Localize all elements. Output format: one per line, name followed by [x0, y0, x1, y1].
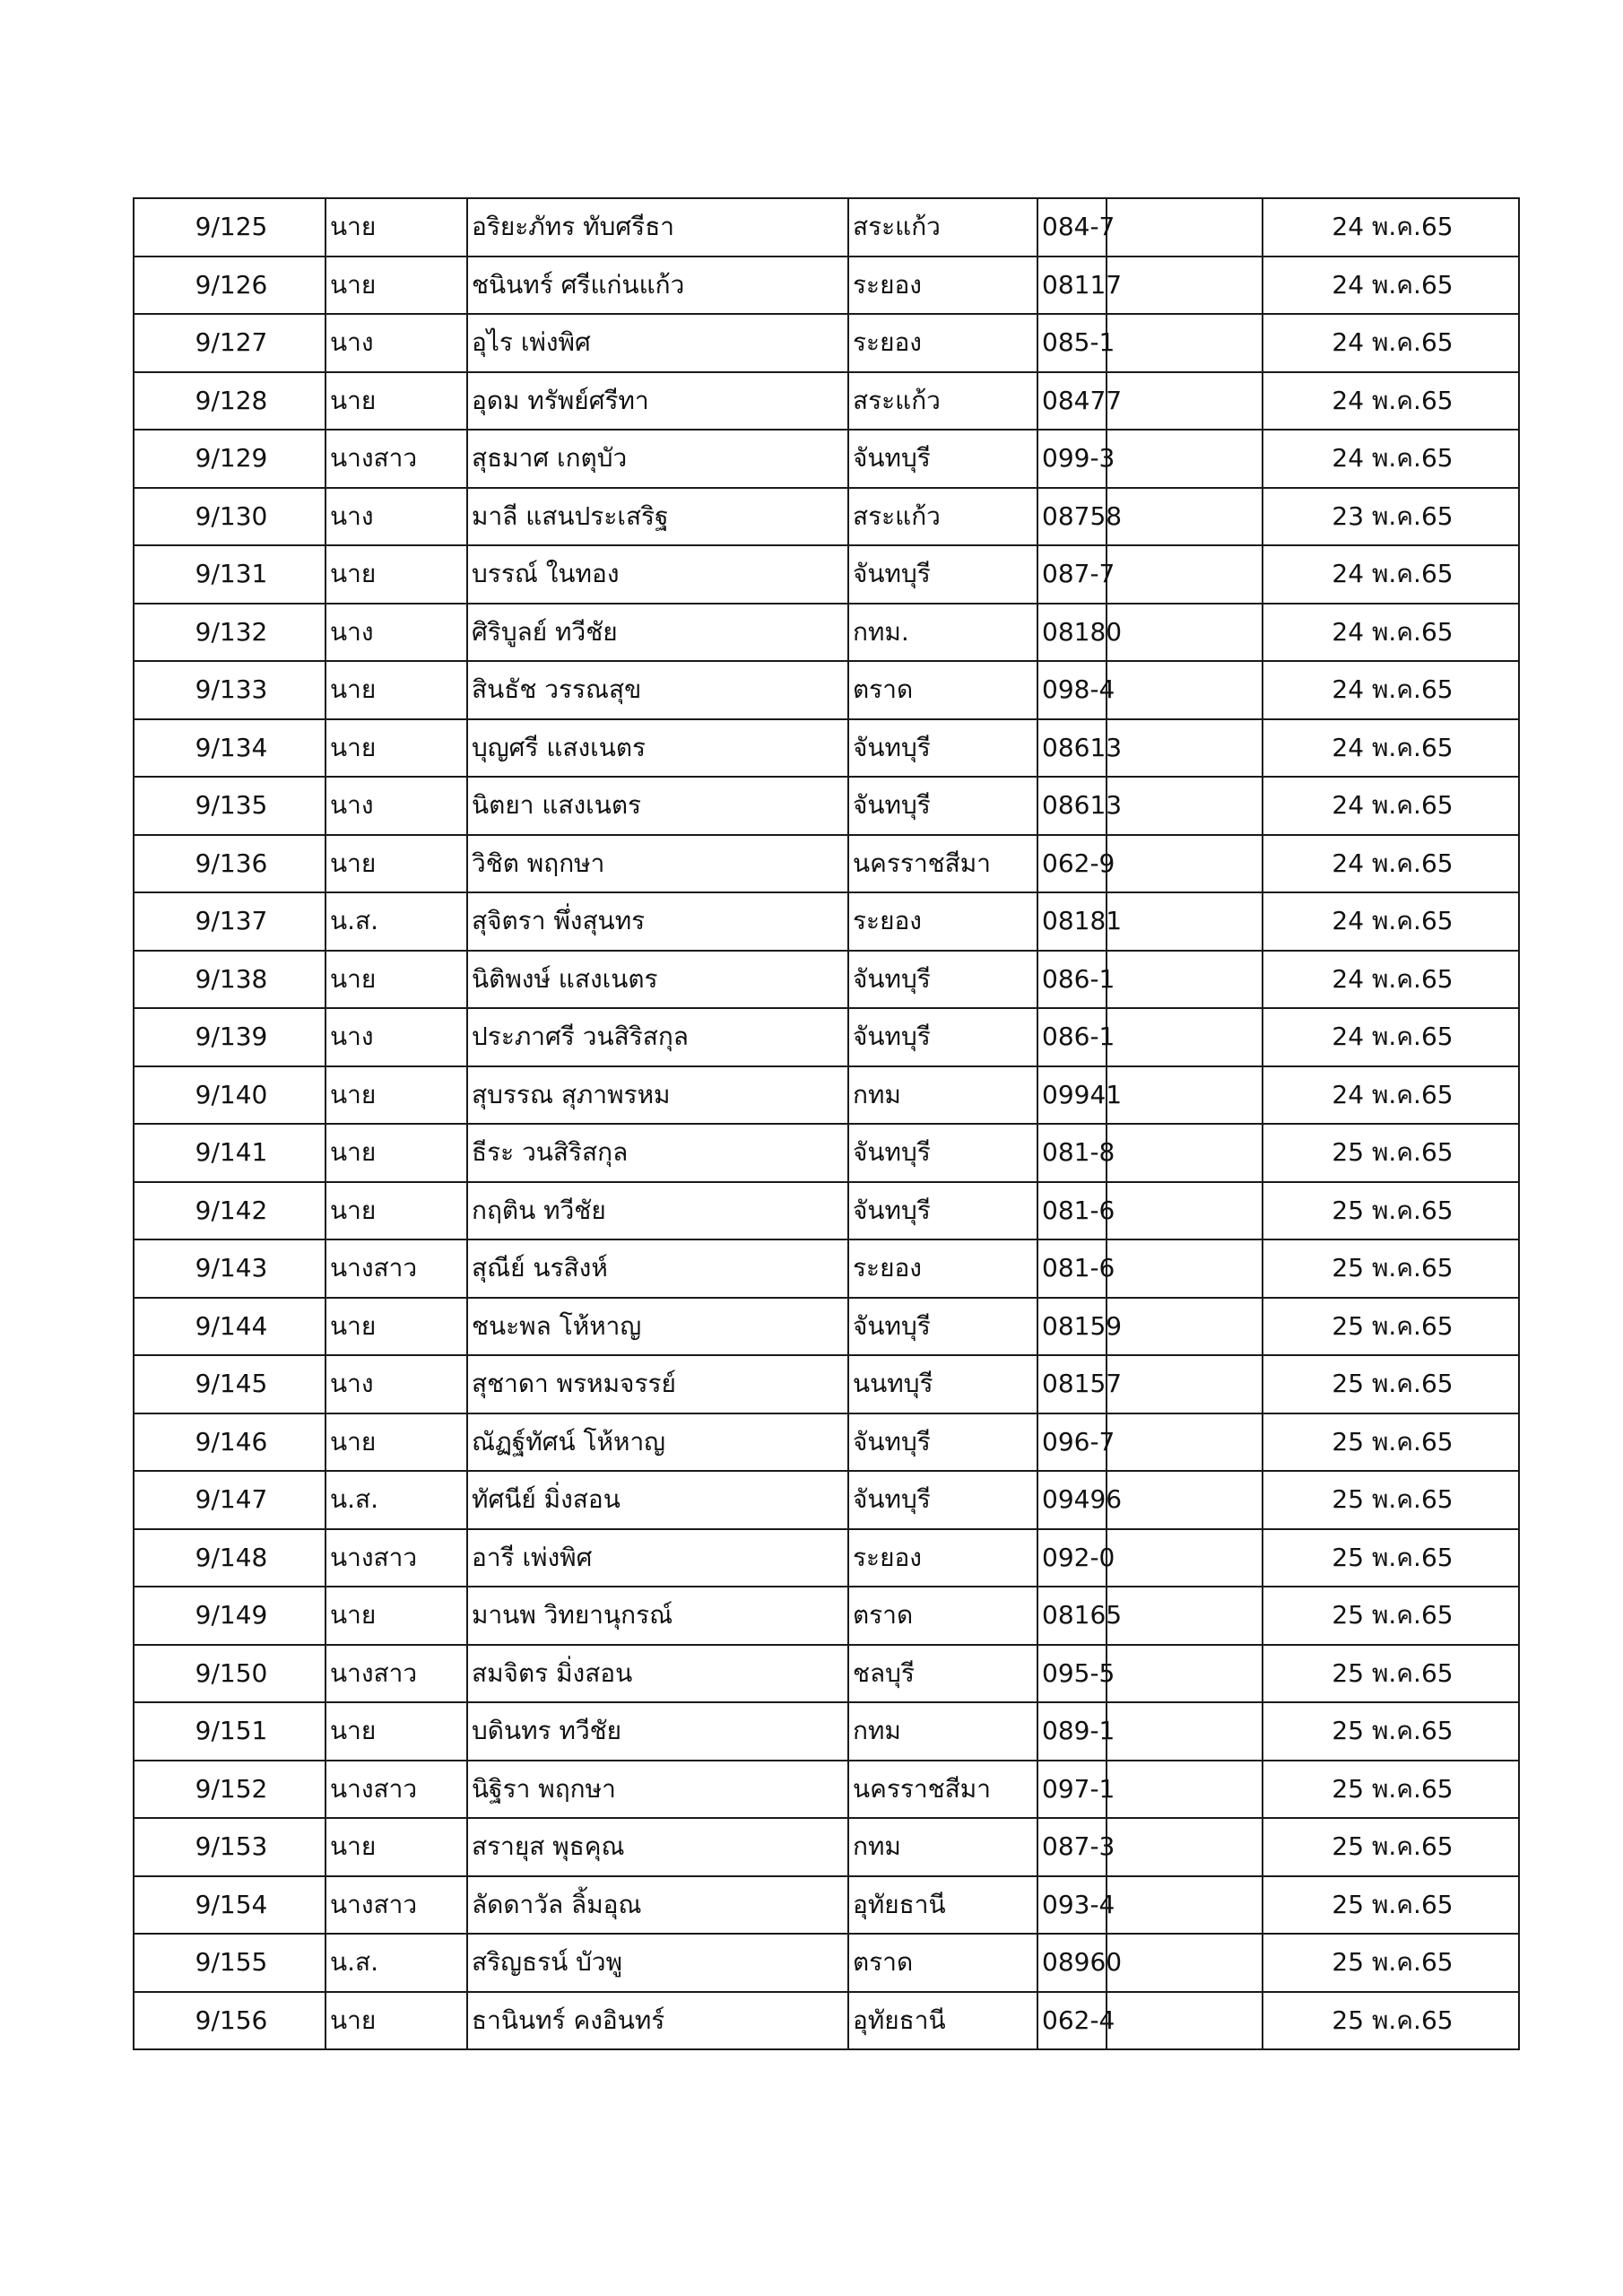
full-name: ชนะพล โห้หาญ [467, 1298, 848, 1356]
name-title: นาย [325, 1587, 467, 1645]
phone-number: 085-1 [1037, 314, 1107, 372]
blank-cell [1107, 1876, 1263, 1935]
registration-date: 24 พ.ค.65 [1263, 198, 1519, 257]
province: จันทบุรี [848, 1413, 1037, 1472]
row-number: 9/129 [134, 430, 325, 488]
full-name: สุชาดา พรหมจรรย์ [467, 1355, 848, 1413]
row-number: 9/149 [134, 1587, 325, 1645]
phone-number: 08157 [1037, 1355, 1107, 1413]
province: ตราด [848, 1934, 1037, 1992]
table-row [134, 314, 1519, 372]
full-name: สมจิตร มิ่งสอน [467, 1645, 848, 1703]
blank-cell [1107, 1182, 1263, 1240]
blank-cell [1107, 430, 1263, 488]
row-number: 9/135 [134, 777, 325, 835]
phone-number: 08613 [1037, 777, 1107, 835]
table-row [134, 951, 1519, 1009]
province: จันทบุรี [848, 545, 1037, 604]
province: สระแก้ว [848, 198, 1037, 257]
full-name: บรรณ์ ในทอง [467, 545, 848, 604]
blank-cell [1107, 1529, 1263, 1587]
blank-cell [1107, 892, 1263, 951]
registration-date: 24 พ.ค.65 [1263, 604, 1519, 662]
province: จันทบุรี [848, 430, 1037, 488]
table-row [134, 257, 1519, 315]
province: สระแก้ว [848, 372, 1037, 430]
phone-number: 097-1 [1037, 1761, 1107, 1819]
name-title: นางสาว [325, 1239, 467, 1298]
registration-date: 25 พ.ค.65 [1263, 1529, 1519, 1587]
name-title: นาย [325, 1298, 467, 1356]
name-title: นาย [325, 1124, 467, 1182]
full-name: ทัศนีย์ มิ่งสอน [467, 1471, 848, 1529]
name-title: นาย [325, 545, 467, 604]
name-title: นางสาว [325, 1761, 467, 1819]
phone-number: 081-6 [1037, 1182, 1107, 1240]
blank-cell [1107, 1702, 1263, 1761]
blank-cell [1107, 372, 1263, 430]
name-title: น.ส. [325, 1934, 467, 1992]
table-row [134, 1413, 1519, 1472]
table-row [134, 604, 1519, 662]
phone-number: 08180 [1037, 604, 1107, 662]
table-row [134, 777, 1519, 835]
registration-date: 24 พ.ค.65 [1263, 777, 1519, 835]
table-row [134, 719, 1519, 778]
phone-number: 062-9 [1037, 835, 1107, 893]
registration-date: 25 พ.ค.65 [1263, 1587, 1519, 1645]
phone-number: 08165 [1037, 1587, 1107, 1645]
name-title: นาย [325, 719, 467, 778]
phone-number: 089-1 [1037, 1702, 1107, 1761]
full-name: อารี เพ่งพิศ [467, 1529, 848, 1587]
blank-cell [1107, 1298, 1263, 1356]
table-row [134, 1818, 1519, 1876]
table-row [134, 1876, 1519, 1935]
full-name: ลัดดาวัล ลิ้มอุณ [467, 1876, 848, 1935]
phone-number: 08613 [1037, 719, 1107, 778]
full-name: สินธัช วรรณสุข [467, 661, 848, 719]
row-number: 9/127 [134, 314, 325, 372]
name-title: นาย [325, 1702, 467, 1761]
name-title: นาง [325, 777, 467, 835]
phone-number: 08181 [1037, 892, 1107, 951]
row-number: 9/142 [134, 1182, 325, 1240]
province: จันทบุรี [848, 951, 1037, 1009]
phone-number: 095-5 [1037, 1645, 1107, 1703]
name-title: นาย [325, 661, 467, 719]
registration-date: 25 พ.ค.65 [1263, 1124, 1519, 1182]
registration-date: 24 พ.ค.65 [1263, 430, 1519, 488]
blank-cell [1107, 1471, 1263, 1529]
name-title: นางสาว [325, 1529, 467, 1587]
full-name: ณัฏฐ์ทัศน์ โห้หาญ [467, 1413, 848, 1472]
table-row [134, 430, 1519, 488]
blank-cell [1107, 661, 1263, 719]
province: อุทัยธานี [848, 1876, 1037, 1935]
province: จันทบุรี [848, 1471, 1037, 1529]
blank-cell [1107, 1008, 1263, 1066]
registration-date: 25 พ.ค.65 [1263, 1702, 1519, 1761]
registration-date: 23 พ.ค.65 [1263, 488, 1519, 546]
row-number: 9/144 [134, 1298, 325, 1356]
phone-number: 087-7 [1037, 545, 1107, 604]
table-row [134, 1008, 1519, 1066]
blank-cell [1107, 1066, 1263, 1125]
name-title: นาง [325, 604, 467, 662]
province: ระยอง [848, 1529, 1037, 1587]
registration-date: 24 พ.ค.65 [1263, 892, 1519, 951]
row-number: 9/148 [134, 1529, 325, 1587]
row-number: 9/140 [134, 1066, 325, 1125]
registration-date: 24 พ.ค.65 [1263, 835, 1519, 893]
row-number: 9/139 [134, 1008, 325, 1066]
province: นครราชสีมา [848, 1761, 1037, 1819]
name-title: นาย [325, 951, 467, 1009]
phone-number: 081-6 [1037, 1239, 1107, 1298]
phone-number: 099-3 [1037, 430, 1107, 488]
full-name: มานพ วิทยานุกรณ์ [467, 1587, 848, 1645]
registration-date: 24 พ.ค.65 [1263, 719, 1519, 778]
row-number: 9/138 [134, 951, 325, 1009]
table-row [134, 835, 1519, 893]
table-row [134, 892, 1519, 951]
province: ระยอง [848, 892, 1037, 951]
province: กทม [848, 1066, 1037, 1125]
blank-cell [1107, 1818, 1263, 1876]
registration-date: 24 พ.ค.65 [1263, 257, 1519, 315]
full-name: สริญธรน์ บัวพู [467, 1934, 848, 1992]
blank-cell [1107, 545, 1263, 604]
row-number: 9/141 [134, 1124, 325, 1182]
registration-date: 24 พ.ค.65 [1263, 1066, 1519, 1125]
phone-number: 08159 [1037, 1298, 1107, 1356]
table-row [134, 545, 1519, 604]
registration-date: 25 พ.ค.65 [1263, 1471, 1519, 1529]
name-title: นาย [325, 1182, 467, 1240]
full-name: บุญศรี แสงเนตร [467, 719, 848, 778]
full-name: อุไร เพ่งพิศ [467, 314, 848, 372]
registration-date: 25 พ.ค.65 [1263, 1818, 1519, 1876]
phone-number: 08758 [1037, 488, 1107, 546]
roster-body [134, 198, 1519, 2049]
blank-cell [1107, 1124, 1263, 1182]
blank-cell [1107, 719, 1263, 778]
phone-number: 086-1 [1037, 1008, 1107, 1066]
table-row [134, 661, 1519, 719]
phone-number: 081-8 [1037, 1124, 1107, 1182]
full-name: นิฐิรา พฤกษา [467, 1761, 848, 1819]
roster-table [133, 197, 1520, 2050]
name-title: นาง [325, 1008, 467, 1066]
registration-date: 24 พ.ค.65 [1263, 1008, 1519, 1066]
name-title: นางสาว [325, 430, 467, 488]
row-number: 9/151 [134, 1702, 325, 1761]
row-number: 9/132 [134, 604, 325, 662]
province: จันทบุรี [848, 1298, 1037, 1356]
blank-cell [1107, 835, 1263, 893]
table-row [134, 488, 1519, 546]
registration-date: 25 พ.ค.65 [1263, 1298, 1519, 1356]
blank-cell [1107, 1992, 1263, 2050]
row-number: 9/128 [134, 372, 325, 430]
blank-cell [1107, 1239, 1263, 1298]
table-row [134, 1124, 1519, 1182]
province: จันทบุรี [848, 1182, 1037, 1240]
province: ระยอง [848, 314, 1037, 372]
blank-cell [1107, 314, 1263, 372]
name-title: นาย [325, 1066, 467, 1125]
registration-date: 25 พ.ค.65 [1263, 1645, 1519, 1703]
row-number: 9/150 [134, 1645, 325, 1703]
province: จันทบุรี [848, 719, 1037, 778]
full-name: ประภาศรี วนสิริสกุล [467, 1008, 848, 1066]
phone-number: 084-7 [1037, 198, 1107, 257]
table-row [134, 1239, 1519, 1298]
row-number: 9/146 [134, 1413, 325, 1472]
blank-cell [1107, 1761, 1263, 1819]
full-name: สรายุส พุธคุณ [467, 1818, 848, 1876]
row-number: 9/137 [134, 892, 325, 951]
row-number: 9/131 [134, 545, 325, 604]
blank-cell [1107, 604, 1263, 662]
province: นครราชสีมา [848, 835, 1037, 893]
name-title: น.ส. [325, 1471, 467, 1529]
province: ชลบุรี [848, 1645, 1037, 1703]
full-name: ธีระ วนสิริสกุล [467, 1124, 848, 1182]
table-row [134, 1182, 1519, 1240]
full-name: ศิริบูลย์ ทวีชัย [467, 604, 848, 662]
province: ตราด [848, 1587, 1037, 1645]
registration-date: 24 พ.ค.65 [1263, 372, 1519, 430]
name-title: นาย [325, 1413, 467, 1472]
name-title: นางสาว [325, 1876, 467, 1935]
full-name: มาลี แสนประเสริฐ [467, 488, 848, 546]
registration-date: 25 พ.ค.65 [1263, 1934, 1519, 1992]
full-name: สุณีย์ นรสิงห์ [467, 1239, 848, 1298]
full-name: สุจิตรา พึ่งสุนทร [467, 892, 848, 951]
blank-cell [1107, 777, 1263, 835]
name-title: น.ส. [325, 892, 467, 951]
table-row [134, 198, 1519, 257]
blank-cell [1107, 488, 1263, 546]
row-number: 9/145 [134, 1355, 325, 1413]
table-row [134, 372, 1519, 430]
phone-number: 087-3 [1037, 1818, 1107, 1876]
name-title: นางสาว [325, 1645, 467, 1703]
province: ระยอง [848, 257, 1037, 315]
full-name: นิตยา แสงเนตร [467, 777, 848, 835]
full-name: อุดม ทรัพย์ศรีทา [467, 372, 848, 430]
phone-number: 062-4 [1037, 1992, 1107, 2050]
blank-cell [1107, 1934, 1263, 1992]
registration-date: 25 พ.ค.65 [1263, 1876, 1519, 1935]
row-number: 9/156 [134, 1992, 325, 2050]
row-number: 9/153 [134, 1818, 325, 1876]
province: ระยอง [848, 1239, 1037, 1298]
row-number: 9/136 [134, 835, 325, 893]
row-number: 9/125 [134, 198, 325, 257]
registration-date: 24 พ.ค.65 [1263, 545, 1519, 604]
province: สระแก้ว [848, 488, 1037, 546]
name-title: นาง [325, 1355, 467, 1413]
province: กทม [848, 1818, 1037, 1876]
registration-date: 25 พ.ค.65 [1263, 1413, 1519, 1472]
name-title: นาย [325, 1818, 467, 1876]
phone-number: 08960 [1037, 1934, 1107, 1992]
row-number: 9/155 [134, 1934, 325, 1992]
row-number: 9/154 [134, 1876, 325, 1935]
blank-cell [1107, 257, 1263, 315]
table-row [134, 1355, 1519, 1413]
full-name: ชนินทร์ ศรีแก่นแก้ว [467, 257, 848, 315]
full-name: วิชิต พฤกษา [467, 835, 848, 893]
full-name: สุธมาศ เกตุบัว [467, 430, 848, 488]
full-name: กฤติน ทวีชัย [467, 1182, 848, 1240]
blank-cell [1107, 1587, 1263, 1645]
phone-number: 09496 [1037, 1471, 1107, 1529]
blank-cell [1107, 1645, 1263, 1703]
phone-number: 093-4 [1037, 1876, 1107, 1935]
province: จันทบุรี [848, 1124, 1037, 1182]
registration-date: 24 พ.ค.65 [1263, 661, 1519, 719]
table-row [134, 1471, 1519, 1529]
registration-date: 25 พ.ค.65 [1263, 1992, 1519, 2050]
name-title: นาย [325, 1992, 467, 2050]
province: ตราด [848, 661, 1037, 719]
province: กทม. [848, 604, 1037, 662]
name-title: นาง [325, 314, 467, 372]
name-title: นาง [325, 488, 467, 546]
full-name: ธานินทร์ คงอินทร์ [467, 1992, 848, 2050]
province: กทม [848, 1702, 1037, 1761]
row-number: 9/147 [134, 1471, 325, 1529]
table-row [134, 1066, 1519, 1125]
province: จันทบุรี [848, 777, 1037, 835]
row-number: 9/133 [134, 661, 325, 719]
name-title: นาย [325, 198, 467, 257]
province: นนทบุรี [848, 1355, 1037, 1413]
row-number: 9/126 [134, 257, 325, 315]
blank-cell [1107, 198, 1263, 257]
table-row [134, 1529, 1519, 1587]
row-number: 9/152 [134, 1761, 325, 1819]
roster-sheet [133, 197, 1518, 2050]
full-name: นิติพงษ์ แสงเนตร [467, 951, 848, 1009]
registration-date: 25 พ.ค.65 [1263, 1761, 1519, 1819]
province: จันทบุรี [848, 1008, 1037, 1066]
phone-number: 092-0 [1037, 1529, 1107, 1587]
blank-cell [1107, 1413, 1263, 1472]
name-title: นาย [325, 835, 467, 893]
phone-number: 08477 [1037, 372, 1107, 430]
row-number: 9/143 [134, 1239, 325, 1298]
table-row [134, 1645, 1519, 1703]
blank-cell [1107, 951, 1263, 1009]
full-name: บดินทร ทวีชัย [467, 1702, 848, 1761]
name-title: นาย [325, 257, 467, 315]
blank-cell [1107, 1355, 1263, 1413]
table-row [134, 1587, 1519, 1645]
registration-date: 24 พ.ค.65 [1263, 951, 1519, 1009]
table-row [134, 1934, 1519, 1992]
row-number: 9/130 [134, 488, 325, 546]
table-row [134, 1761, 1519, 1819]
registration-date: 25 พ.ค.65 [1263, 1239, 1519, 1298]
name-title: นาย [325, 372, 467, 430]
province: อุทัยธานี [848, 1992, 1037, 2050]
full-name: สุบรรณ สุภาพรหม [467, 1066, 848, 1125]
table-row [134, 1992, 1519, 2050]
phone-number: 098-4 [1037, 661, 1107, 719]
phone-number: 096-7 [1037, 1413, 1107, 1472]
registration-date: 24 พ.ค.65 [1263, 314, 1519, 372]
phone-number: 08117 [1037, 257, 1107, 315]
table-row [134, 1702, 1519, 1761]
full-name: อริยะภัทร ทับศรีธา [467, 198, 848, 257]
phone-number: 086-1 [1037, 951, 1107, 1009]
phone-number: 09941 [1037, 1066, 1107, 1125]
registration-date: 25 พ.ค.65 [1263, 1182, 1519, 1240]
registration-date: 25 พ.ค.65 [1263, 1355, 1519, 1413]
row-number: 9/134 [134, 719, 325, 778]
table-row [134, 1298, 1519, 1356]
